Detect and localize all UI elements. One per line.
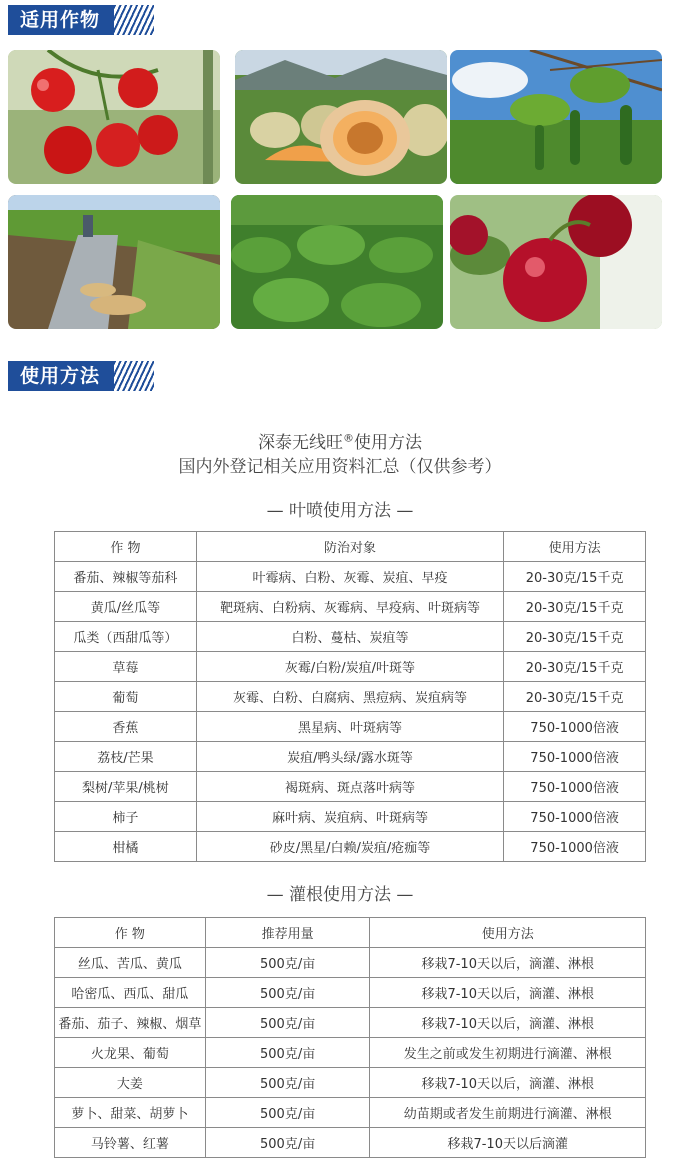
cucumber-photo [450, 50, 662, 184]
table-row [55, 742, 646, 772]
cell-method: 750-1000倍液 [504, 712, 646, 742]
cell-method: 20-30克/15千克 [504, 592, 646, 622]
cell-crop: 瓜类（西甜瓜等） [55, 622, 197, 652]
table-row [55, 948, 646, 978]
cell-method: 20-30克/15千克 [504, 652, 646, 682]
cell-crop: 哈密瓜、西瓜、甜瓜 [55, 978, 206, 1008]
table-row [55, 802, 646, 832]
column-header-crop: 作 物 [55, 918, 206, 948]
cell-crop: 萝卜、甜菜、胡萝卜 [55, 1098, 206, 1128]
column-header-method: 使用方法 [504, 532, 646, 562]
table-row [55, 592, 646, 622]
table-row [55, 562, 646, 592]
cell-method: 20-30克/15千克 [504, 682, 646, 712]
cell-crop: 番茄、辣椒等茄科 [55, 562, 197, 592]
table-row [55, 682, 646, 712]
tomato-photo [8, 50, 220, 184]
cell-crop: 葡萄 [55, 682, 197, 712]
table-row [55, 1098, 646, 1128]
doc-title-suffix: 使用方法 [354, 433, 422, 453]
section-header-usage [8, 361, 154, 391]
cell-crop: 草莓 [55, 652, 197, 682]
table-row [55, 1008, 646, 1038]
cell-target: 灰霉、白粉、白腐病、黑痘病、炭疽病等 [196, 682, 503, 712]
table-header-row [55, 918, 646, 948]
table-row [55, 712, 646, 742]
column-header-method: 使用方法 [370, 918, 646, 948]
apple-photo [450, 195, 662, 329]
root-heading: — 灌根使用方法 — [266, 885, 414, 905]
cell-method: 幼苗期或者发生前期进行滴灌、淋根 [370, 1098, 646, 1128]
cell-dosage: 500克/亩 [205, 1008, 370, 1038]
registered-mark: ® [343, 431, 354, 445]
table-row [55, 622, 646, 652]
cell-method: 750-1000倍液 [504, 742, 646, 772]
section-title-usage: 使用方法 [8, 361, 114, 391]
table-row [55, 772, 646, 802]
cell-method: 移栽7-10天以后滴灌 [370, 1128, 646, 1158]
cell-crop: 番茄、茄子、辣椒、烟草 [55, 1008, 206, 1038]
cell-target: 靶斑病、白粉病、灰霉病、早疫病、叶斑病等 [196, 592, 503, 622]
table-row [55, 1038, 646, 1068]
table-row [55, 1128, 646, 1158]
cell-crop: 荔枝/芒果 [55, 742, 197, 772]
foliar-heading: — 叶喷使用方法 — [266, 501, 414, 521]
cell-method: 750-1000倍液 [504, 802, 646, 832]
cell-dosage: 500克/亩 [205, 978, 370, 1008]
foliar-table [54, 531, 646, 862]
stripe-decoration [114, 361, 154, 391]
root-table [54, 917, 646, 1158]
cell-method: 750-1000倍液 [504, 772, 646, 802]
stripe-decoration [114, 5, 154, 35]
cell-dosage: 500克/亩 [205, 1098, 370, 1128]
doc-title [0, 428, 680, 453]
cell-target: 叶霉病、白粉、灰霉、炭疽、早疫 [196, 562, 503, 592]
cell-crop: 柿子 [55, 802, 197, 832]
ginger-field-photo [8, 195, 220, 329]
cell-method: 发生之前或发生初期进行滴灌、淋根 [370, 1038, 646, 1068]
cell-method: 移栽7-10天以后，滴灌、淋根 [370, 948, 646, 978]
cell-dosage: 500克/亩 [205, 948, 370, 978]
table-header-row [55, 532, 646, 562]
cell-dosage: 500克/亩 [205, 1038, 370, 1068]
column-header-dosage: 推荐用量 [205, 918, 370, 948]
column-header-target: 防治对象 [196, 532, 503, 562]
cell-method: 移栽7-10天以后，滴灌、淋根 [370, 978, 646, 1008]
cell-target: 灰霉/白粉/炭疽/叶斑等 [196, 652, 503, 682]
cell-method: 移栽7-10天以后，滴灌、淋根 [370, 1068, 646, 1098]
cell-crop: 火龙果、葡萄 [55, 1038, 206, 1068]
doc-title-prefix: 深泰无线旺 [258, 433, 343, 453]
cell-target: 黑星病、叶斑病等 [196, 712, 503, 742]
cell-crop: 马铃薯、红薯 [55, 1128, 206, 1158]
cell-method: 750-1000倍液 [504, 832, 646, 862]
table-row [55, 652, 646, 682]
cell-crop: 香蕉 [55, 712, 197, 742]
cell-crop: 大姜 [55, 1068, 206, 1098]
cell-method: 移栽7-10天以后，滴灌、淋根 [370, 1008, 646, 1038]
cell-target: 麻叶病、炭疽病、叶斑病等 [196, 802, 503, 832]
cell-target: 砂皮/黑星/白赖/炭疽/疮痂等 [196, 832, 503, 862]
cell-crop: 丝瓜、苦瓜、黄瓜 [55, 948, 206, 978]
cell-dosage: 500克/亩 [205, 1128, 370, 1158]
cell-crop: 梨树/苹果/桃树 [55, 772, 197, 802]
section-title-crops: 适用作物 [8, 5, 114, 35]
cell-dosage: 500克/亩 [205, 1068, 370, 1098]
doc-subtitle: 国内外登记相关应用资料汇总（仅供参考） [178, 457, 502, 477]
table-row [55, 978, 646, 1008]
table-row [55, 832, 646, 862]
cell-target: 褐斑病、斑点落叶病等 [196, 772, 503, 802]
cell-crop: 柑橘 [55, 832, 197, 862]
cell-target: 炭疽/鸭头绿/露水斑等 [196, 742, 503, 772]
cell-method: 20-30克/15千克 [504, 562, 646, 592]
melon-photo [235, 50, 447, 184]
cell-method: 20-30克/15千克 [504, 622, 646, 652]
column-header-crop: 作 物 [55, 532, 197, 562]
section-header-crops [8, 5, 154, 35]
leafy-field-photo [231, 195, 443, 329]
cell-crop: 黄瓜/丝瓜等 [55, 592, 197, 622]
table-row [55, 1068, 646, 1098]
cell-target: 白粉、蔓枯、炭疽等 [196, 622, 503, 652]
